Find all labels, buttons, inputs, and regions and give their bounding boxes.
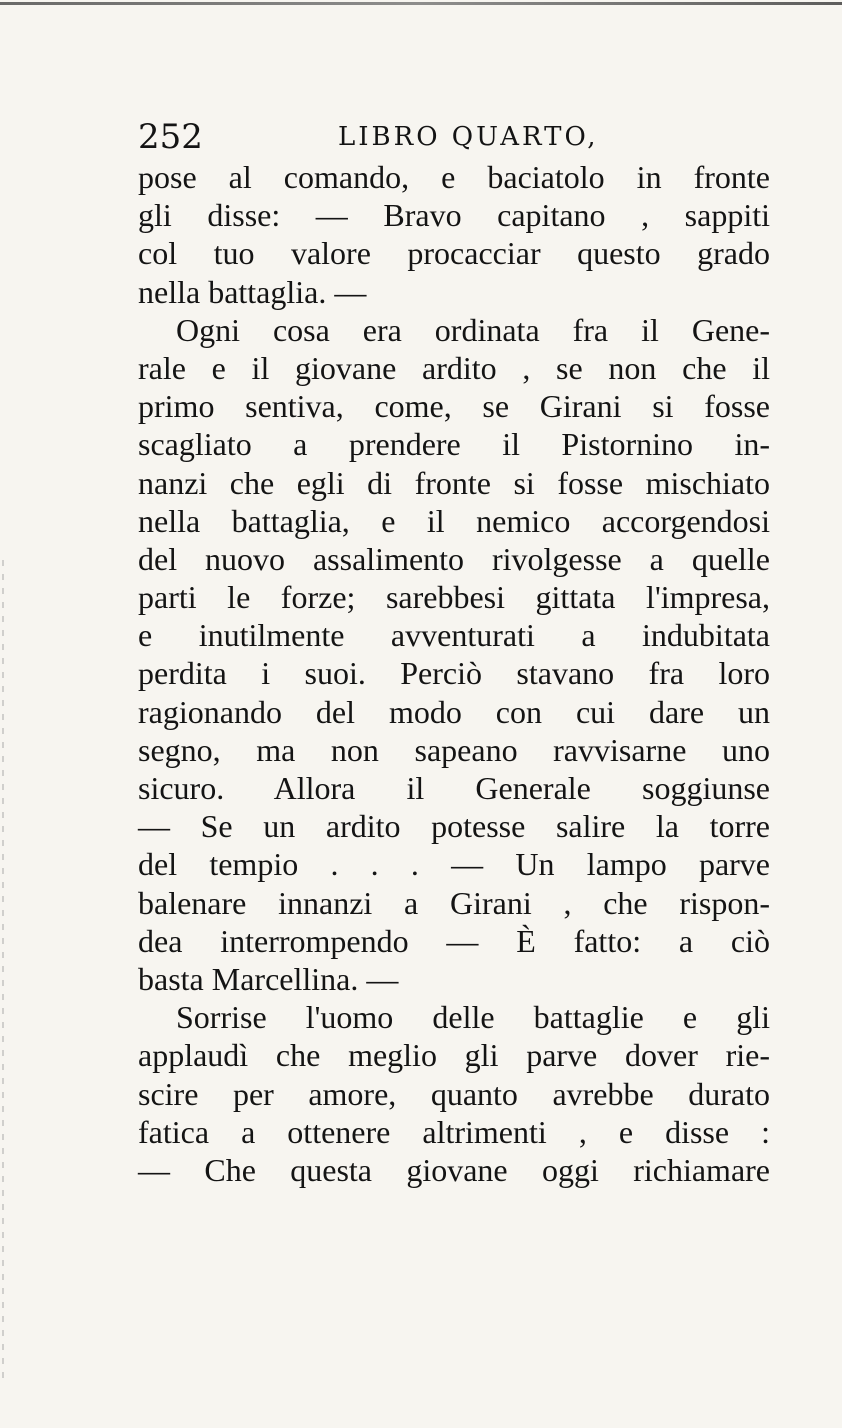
page-edge-mark [2, 560, 4, 1380]
text-line: parti le forze; sarebbesi gittata l'impresa, [138, 579, 770, 616]
body-text [138, 158, 770, 1189]
running-title: LIBRO QUARTO, [338, 122, 599, 152]
text-line: nanzi che egli di fronte si fosse mischiato [138, 464, 770, 501]
text-line: pose al comando, e baciatolo in fronte [138, 159, 770, 195]
text-line: scagliato a prendere il Pistornino in- [138, 426, 770, 463]
text-line: — Che questa giovane oggi richiamare [138, 1151, 770, 1188]
text-line: dea interrompendo — È fatto: a ciò [138, 922, 770, 959]
text-line: fatica a ottenere altrimenti , e disse : [138, 1113, 770, 1150]
text-line: primo sentiva, come, se Girani si fosse [138, 388, 770, 425]
text-line: balenare innanzi a Girani , che rispon- [138, 884, 770, 921]
text-line: Ogni cosa era ordinata fra il Gene- [176, 311, 770, 348]
text-line: gli disse: — Bravo capitano , sappiti [138, 197, 770, 234]
running-head [138, 112, 768, 162]
text-line: nella battaglia. — [138, 273, 367, 310]
text-line: nella battaglia, e il nemico accorgendosi [138, 502, 770, 539]
text-line: perdita i suoi. Perciò stavano fra loro [138, 655, 770, 692]
text-line: rale e il giovane ardito , se non che il [138, 349, 770, 386]
page-number: 252 [138, 117, 203, 157]
top-edge-rule [0, 2, 842, 5]
text-line: e inutilmente avventurati a indubitata [138, 617, 770, 654]
text-line: — Se un ardito potesse salire la torre [138, 808, 770, 845]
text-line: del nuovo assalimento rivolgesse a quelle [138, 540, 770, 577]
text-line: sicuro. Allora il Generale soggiunse [138, 770, 770, 806]
text-line: del tempio . . . — Un lampo parve [138, 846, 770, 883]
text-line: Sorrise l'uomo delle battaglie e gli [176, 999, 770, 1036]
text-line: segno, ma non sapeano ravvisarne uno [138, 731, 770, 768]
text-line: basta Marcellina. — [138, 960, 399, 997]
text-line: applaudì che meglio gli parve dover rie- [138, 1037, 770, 1074]
text-line: scire per amore, quanto avrebbe durato [138, 1075, 770, 1112]
text-line: col tuo valore procacciar questo grado [138, 235, 770, 272]
text-line: ragionando del modo con cui dare un [138, 693, 770, 730]
